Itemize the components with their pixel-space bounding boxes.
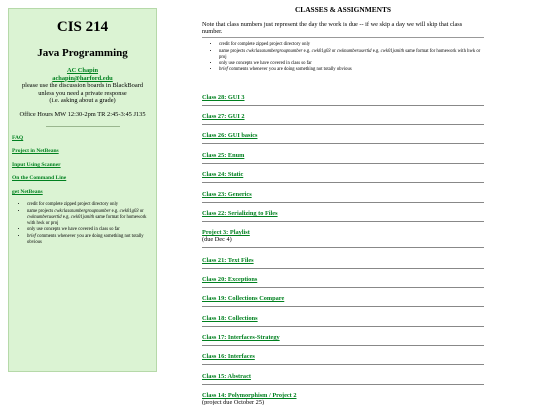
entry-divider	[202, 247, 484, 248]
class-entry	[202, 276, 484, 288]
class-number-note: Note that class numbers just represent the day the work is due -- if we skip a day we will skip that class number.	[202, 21, 484, 38]
entry-divider	[202, 268, 484, 269]
contact-line-2: unless you need a private response	[38, 89, 127, 97]
class-link[interactable]: Class 22: Serializing to Files	[202, 210, 278, 217]
class-entry	[202, 334, 484, 346]
class-link[interactable]: Class 27: GUI 2	[202, 113, 245, 120]
list-item: • brief comments whenever you are doing something not totally obvious	[27, 234, 153, 246]
class-link[interactable]: Class 14: Polymorphism / Project 2	[202, 392, 297, 399]
class-link[interactable]: Class 19: Collections Compare	[202, 295, 285, 302]
class-link[interactable]: Class 28: GUI 3	[202, 94, 245, 101]
entry-divider	[202, 287, 484, 288]
project-link[interactable]: Project 3: Playlist	[202, 229, 250, 236]
due-date: (due Dec 4)	[202, 236, 232, 243]
command-line-link[interactable]: On the Command Line	[12, 175, 67, 182]
contact-block	[12, 67, 153, 105]
class-entry	[202, 257, 484, 269]
sidebar-notes	[12, 202, 153, 246]
class-entry	[202, 373, 484, 385]
class-entry	[202, 315, 484, 327]
entry-divider	[202, 221, 484, 222]
course-name: Java Programming	[37, 47, 128, 59]
entry-divider	[202, 326, 484, 327]
class-entry	[202, 210, 484, 222]
class-entry	[202, 392, 484, 405]
class-link[interactable]: Class 18: Collections	[202, 315, 258, 322]
get-netbeans-link[interactable]: get NetBeans	[12, 188, 43, 195]
class-entry	[202, 113, 484, 125]
class-entry	[202, 171, 484, 183]
project-entry	[202, 229, 484, 248]
class-link[interactable]: Class 24: Static	[202, 171, 244, 178]
contact-line-1: please use the discussion boards in BlackBoard	[21, 82, 144, 90]
list-item: • only use concepts we have covered in class so far	[27, 227, 153, 233]
class-entry	[202, 191, 484, 203]
entry-divider	[202, 143, 484, 144]
entry-divider	[202, 384, 484, 385]
class-link[interactable]: Class 16: Interfaces	[202, 353, 255, 360]
entry-divider	[202, 182, 484, 183]
input-using-scanner-link[interactable]: Input Using Scanner	[12, 161, 61, 168]
class-link[interactable]: Class 26: GUI basics	[202, 132, 258, 139]
sidebar-divider	[46, 126, 120, 127]
class-link[interactable]: Class 20: Exceptions	[202, 276, 258, 283]
page-title: CLASSES & ASSIGNMENTS	[294, 5, 392, 14]
class-entry	[202, 353, 484, 365]
entry-divider	[202, 364, 484, 365]
office-hours: Office Hours MW 12:30-2pm TR 2:45-3:45 J135	[19, 110, 146, 118]
entry-divider	[202, 306, 484, 307]
list-item: • credit for complete zipped project directory only	[27, 202, 153, 208]
sidebar-links	[12, 135, 153, 195]
course-code: CIS 214	[56, 19, 109, 35]
entry-divider	[202, 163, 484, 164]
sidebar	[8, 8, 157, 372]
list-item: • name projects cwkclassnumbergroupnumber e.g. cwk01g03 or cwknumberusertid e.g. cwk01jsmith same format for homework with hwk or proj	[27, 209, 153, 227]
entry-divider	[202, 105, 484, 106]
class-link[interactable]: Class 21: Text Files	[202, 257, 254, 264]
class-link[interactable]: Class 15: Abstract	[202, 373, 251, 380]
class-entry	[202, 152, 484, 164]
class-link[interactable]: Class 25: Enum	[202, 152, 245, 159]
due-date: (project due October 25)	[202, 399, 265, 405]
project-in-netbeans-link[interactable]: Project in NetBeans	[12, 148, 59, 155]
instructor-link[interactable]: AC Chapin	[66, 67, 99, 74]
main-content	[202, 0, 484, 405]
email-link[interactable]: achapin@harford.edu	[52, 74, 113, 82]
entry-divider	[202, 124, 484, 125]
class-entry	[202, 132, 484, 144]
entry-divider	[202, 202, 484, 203]
class-link[interactable]: Class 17: Interfaces-Strategy	[202, 334, 280, 341]
faq-link[interactable]: FAQ	[12, 134, 24, 141]
list-item: • credit for complete zipped project directory only	[219, 42, 484, 48]
list-item: • brief comments whenever you are doing something not totally obvious	[219, 67, 484, 73]
contact-line-3: (i.e. asking about a grade)	[49, 97, 116, 105]
list-item: • name projects cwkclassnumbergroupnumber e.g. cwk01g03 or cwknumberusertid e.g. cwk01jsmith same format for homework with hwk or proj	[219, 49, 484, 61]
class-entry	[202, 295, 484, 307]
class-entry	[202, 94, 484, 106]
class-link[interactable]: Class 23: Generics	[202, 191, 252, 198]
assignment-rules	[202, 42, 484, 73]
list-item: • only use concepts we have covered in class so far	[219, 61, 484, 67]
entry-divider	[202, 345, 484, 346]
